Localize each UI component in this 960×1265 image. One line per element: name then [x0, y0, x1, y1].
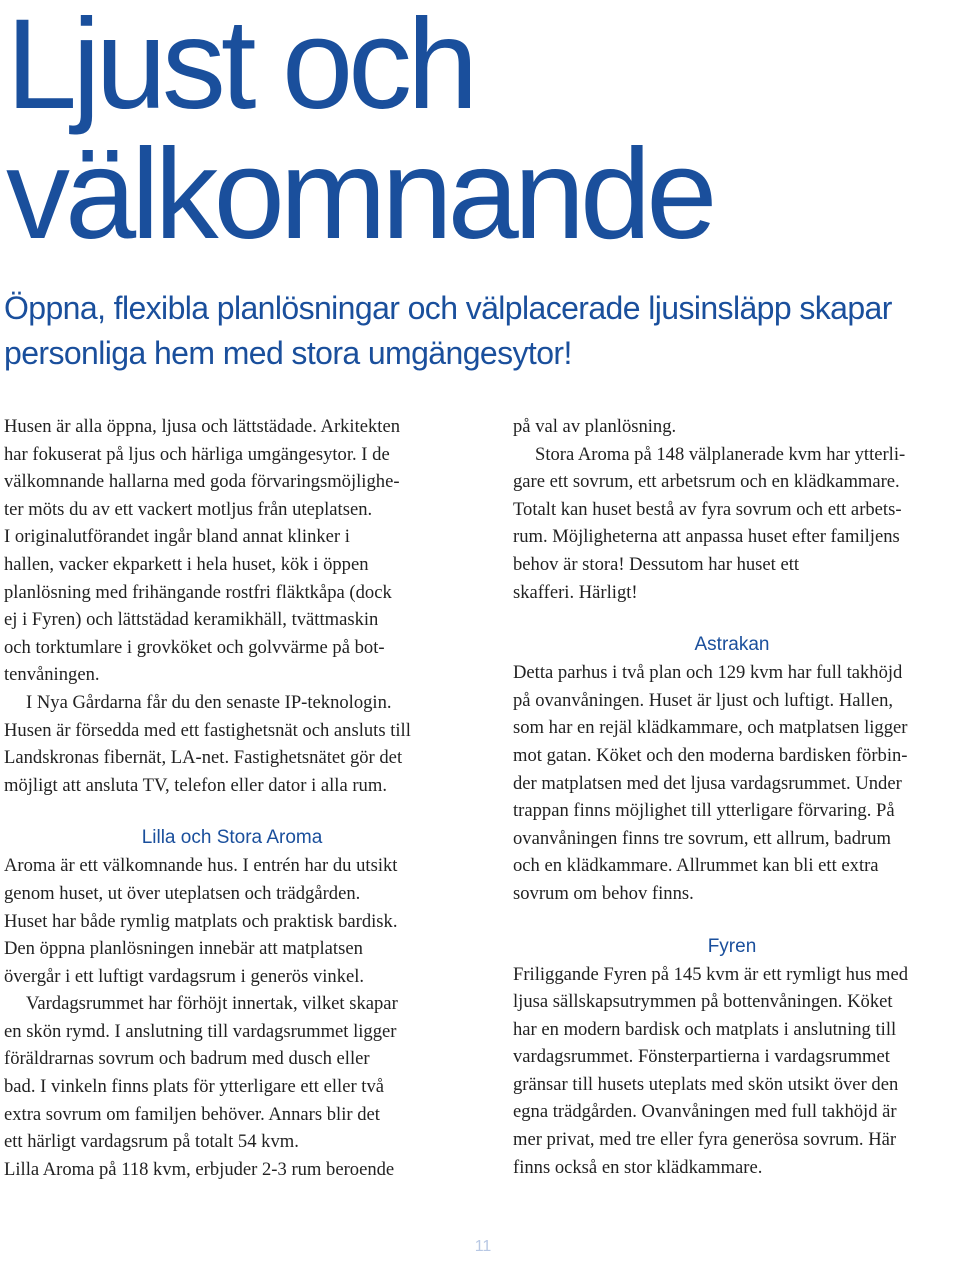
ip-paragraph: [4, 689, 474, 799]
section-heading-astrakan: Astrakan: [694, 634, 770, 656]
aroma-paragraph: [4, 852, 474, 990]
right-column: [513, 413, 960, 1181]
text-line: Detta parhus i två plan och 129 kvm har full takhöjd: [513, 662, 903, 684]
text-line: ej i Fyren) och lättstädad keramikhäll, tvättmaskin: [4, 609, 379, 631]
text-line: välkomnande hallarna med goda förvaringsmöjlighe-: [4, 471, 400, 493]
text-line: mot gatan. Köket och den moderna bardisken förbin-: [513, 744, 908, 766]
page-title-line: Ljust och: [6, 0, 474, 136]
lead-line: personliga hem med stora umgängesytor!: [4, 335, 572, 371]
text-line: och torktumlare i grovköket och golvvärme på bot-: [4, 636, 385, 658]
text-line: Den öppna planlösningen innebär att matplatsen: [4, 938, 363, 960]
text-line: behov är stora! Dessutom har huset ett: [513, 553, 800, 575]
text-line: finns också en stor klädkammare.: [513, 1156, 763, 1178]
page-title-line: välkomnande: [6, 123, 713, 266]
astrakan-paragraph: [513, 659, 960, 907]
text-line: egna trädgården. Ovanvåningen med full takhöjd är: [513, 1101, 897, 1123]
section-heading-aroma: Lilla och Stora Aroma: [141, 827, 323, 849]
text-line: Lilla Aroma på 118 kvm, erbjuder 2-3 rum beroende: [4, 1158, 395, 1180]
text-line: Vardagsrummet har förhöjt innertak, vilket skapar: [26, 993, 398, 1015]
text-line: Aroma är ett välkomnande hus. I entrén har du utsikt: [4, 855, 398, 877]
text-line: gare ett sovrum, ett arbetsrum och en klädkammare.: [513, 471, 900, 493]
text-line: der matplatsen med det ljusa vardagsrummet. Under: [513, 772, 902, 794]
aroma-living-room-paragraph: [4, 990, 474, 1156]
text-line: skafferi. Härligt!: [513, 581, 638, 603]
text-line: hallen, vacker ekparkett i hela huset, kök i öppen: [4, 553, 369, 575]
text-line: har fokuserat på ljus och härliga umgängesytor. I de: [4, 443, 390, 465]
text-line: Totalt kan huset bestå av fyra sovrum och ett arbets-: [513, 498, 902, 520]
text-line: mer privat, med tre eller fyra generösa sovrum. Här: [513, 1129, 897, 1151]
text-line: vardagsrummet. Fönsterpartierna i vardagsrummet: [513, 1046, 890, 1068]
text-line: en skön rymd. I anslutning till vardagsrummet ligger: [4, 1020, 397, 1042]
text-line: genom huset, ut över uteplatsen och trädgården.: [4, 882, 361, 904]
text-line: på val av planlösning.: [513, 416, 677, 437]
page-number: 11: [474, 1238, 492, 1255]
features-paragraph: [4, 523, 474, 689]
text-line: sovrum om behov finns.: [513, 882, 694, 904]
text-line: Landskronas fibernät, LA-net. Fastighetsnätet gör det: [4, 747, 403, 769]
lilla-aroma-paragraph: [4, 1156, 474, 1184]
fyren-paragraph: [513, 961, 960, 1182]
left-column: [4, 413, 474, 1183]
text-line: tenvåningen.: [4, 664, 100, 686]
text-line: bad. I vinkeln finns plats för ytterligare ett eller två: [4, 1076, 385, 1098]
text-line: I Nya Gårdarna får du den senaste IP-teknologin.: [26, 691, 392, 713]
text-line: Stora Aroma på 148 välplanerade kvm har ytterli-: [535, 443, 906, 465]
text-line: som har en rejäl klädkammare, och matplatsen ligger: [513, 717, 908, 739]
text-line: ett härligt vardagsrum på totalt 54 kvm.: [4, 1131, 299, 1153]
text-line: extra sovrum om familjen behöver. Annars blir det: [4, 1103, 380, 1125]
text-line: I originalutförandet ingår bland annat klinker i: [4, 526, 350, 548]
text-line: gränsar till husets uteplats med skön utsikt över den: [513, 1073, 899, 1095]
text-line: ovanvåningen finns tre sovrum, ett allrum, badrum: [513, 827, 891, 849]
lead-paragraph: [4, 286, 954, 376]
text-line: ter möts du av ett vackert motljus från uteplatsen.: [4, 498, 373, 520]
text-line: Husen är försedda med ett fastighetsnät och ansluts till: [4, 719, 411, 741]
text-line: Huset har både rymlig matplats och praktisk bardisk.: [4, 910, 398, 932]
text-line: på ovanvåningen. Huset är ljust och luftigt. Hallen,: [513, 689, 894, 711]
page-title: [6, 0, 713, 266]
text-line: har en modern bardisk och matplats i anslutning till: [513, 1018, 897, 1040]
text-line: och en klädkammare. Allrummet kan bli ett extra: [513, 855, 879, 877]
text-line: rum. Möjligheterna att anpassa huset efter familjens: [513, 526, 900, 548]
stora-aroma-paragraph: [513, 441, 960, 607]
lead-line: Öppna, flexibla planlösningar och välplacerade ljusinsläpp skapar: [4, 290, 892, 326]
text-line: föräldrarnas sovrum och badrum med dusch eller: [4, 1048, 370, 1070]
continued-paragraph: [513, 413, 960, 441]
text-line: övergår i ett luftigt vardagsrum i generös vinkel.: [4, 965, 365, 987]
text-line: Friliggande Fyren på 145 kvm är ett rymligt hus med: [513, 963, 909, 985]
section-heading-fyren: Fyren: [707, 935, 757, 957]
intro-paragraph: [4, 413, 474, 523]
text-line: planlösning med frihängande rostfri fläktkåpa (dock: [4, 581, 392, 603]
text-line: trappan finns möjlighet till ytterligare förvaring. På: [513, 800, 895, 822]
text-line: ljusa sällskapsutrymmen på bottenvåningen. Köket: [513, 991, 893, 1013]
text-line: möjligt att ansluta TV, telefon eller dator i alla rum.: [4, 774, 387, 796]
text-line: Husen är alla öppna, ljusa och lättstädade. Arkitekten: [4, 416, 401, 437]
